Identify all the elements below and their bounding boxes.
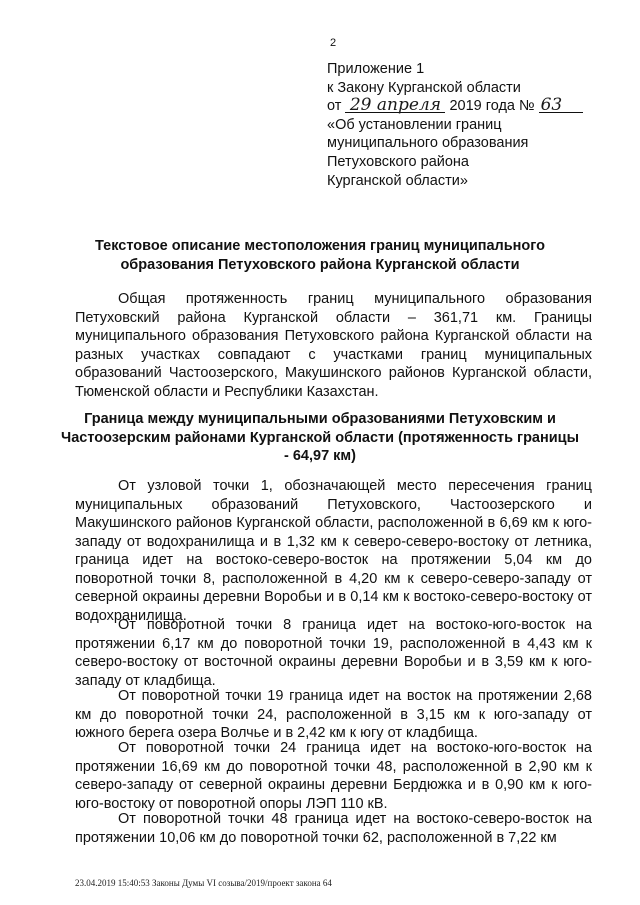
- appendix-line-7: Курганской области»: [327, 172, 468, 189]
- body-paragraph-1: От узловой точки 1, обозначающей место пересечения границ муниципальных образований Петуховского, Частоозерского и Макушинского районов Курганской области, расположенной в 6,69 км к юго-западу от водохранилища и в 1,32 км к северо-северо-востоку от летника, граница идет на востоко-северо-восток на протяжении 5,04 км до поворотной точки 8, расположенной в 4,20 км к северо-северо-западу от северной окраины деревни Воробьи и в 0,14 км к востоко-северо-востоку от водохранилища.: [75, 478, 592, 624]
- page-number: 2: [330, 37, 337, 49]
- body-paragraph-5: От поворотной точки 48 граница идет на востоко-северо-восток на протяжении 10,06 км до поворотной точки 62, расположенной в 7,22 км: [75, 811, 592, 846]
- appendix-line-2: к Закону Курганской области: [327, 79, 521, 96]
- document-title: Текстовое описание местоположения границ муниципального образования Петуховского района Курганской области: [95, 238, 545, 273]
- handwritten-law-number: 63: [539, 98, 583, 113]
- appendix-line-6: Петуховского района: [327, 153, 469, 170]
- section-title: Граница между муниципальными образованиями Петуховским и Частоозерским районами Курганской области (протяженность границы - 64,97 км): [61, 411, 579, 464]
- appendix-line-5: муниципального образования: [327, 135, 529, 152]
- appendix-year-text: 2019 года №: [449, 98, 535, 115]
- handwritten-date: 29 апреля: [345, 98, 445, 113]
- body-paragraph-4: От поворотной точки 24 граница идет на востоко-юго-восток на протяжении 16,69 км до поворотной точки 48, расположенной в 2,90 км к северо-западу от северной окраины деревни Бердюжка и в 0,90 км к юго-юго-востоку от поворотной опоры ЛЭП 110 кВ.: [75, 740, 592, 812]
- document-footer: 23.04.2019 15:40:53 Законы Думы VI созыва/2019/проект закона 64: [75, 878, 332, 888]
- appendix-from-word: от: [327, 98, 342, 115]
- appendix-line-1: Приложение 1: [327, 61, 425, 77]
- intro-paragraph: Общая протяженность границ муниципального образования Петуховский района Курганской области – 361,71 км. Границы муниципального образования Петуховского района Курганской области на разных участках совпадают с участками границ муниципальных образований Частоозерского, Макушинского районов Курганской области, Тюменской области и Республики Казахстан.: [75, 291, 592, 400]
- appendix-date-line: [327, 97, 617, 116]
- appendix-header: [327, 60, 617, 190]
- appendix-line-4: «Об установлении границ: [327, 116, 502, 133]
- body-paragraph-3: От поворотной точки 19 граница идет на восток на протяжении 2,68 км до поворотной точки 24, расположенной в 3,15 км к юго-западу от южного берега озера Волчье и в 2,42 км к югу от кладбища.: [75, 688, 592, 741]
- body-paragraph-2: От поворотной точки 8 граница идет на востоко-юго-восток на протяжении 6,17 км до поворотной точки 19, расположенной в 4,43 км к северо-востоку от восточной окраины деревни Воробьи и в 3,59 км к юго-западу от кладбища.: [75, 617, 592, 689]
